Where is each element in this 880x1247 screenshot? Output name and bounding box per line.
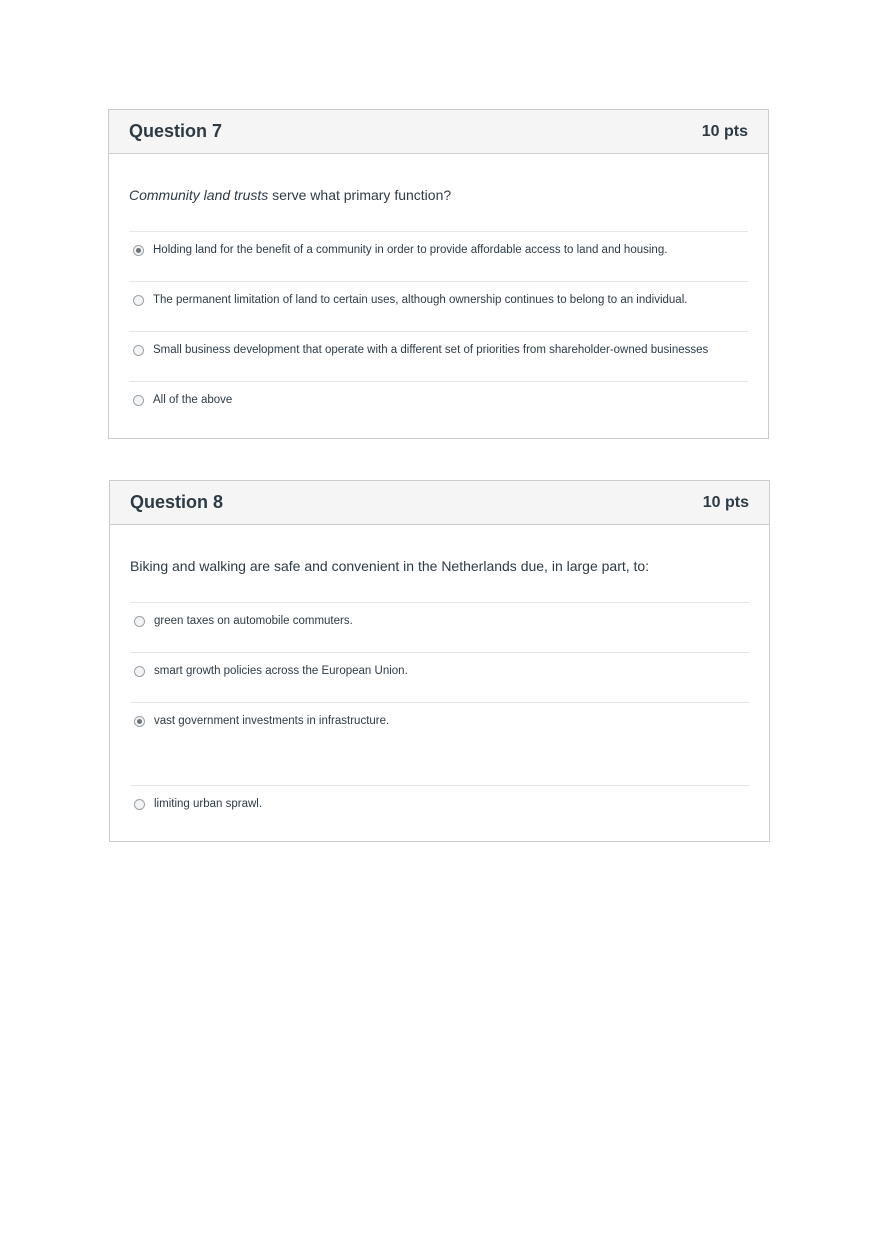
question-title: Question 8 (130, 492, 224, 512)
radio-button[interactable] (133, 345, 144, 356)
answer-list (129, 231, 748, 430)
radio-button[interactable] (134, 666, 145, 677)
radio-button[interactable] (134, 616, 145, 627)
radio-button[interactable] (134, 799, 145, 810)
question-header (110, 481, 769, 525)
radio-button-selected[interactable] (134, 716, 145, 727)
radio-button[interactable] (133, 395, 144, 406)
answer-label: Holding land for the benefit of a community in order to provide affordable access to land and housing. (153, 244, 668, 256)
radio-button[interactable] (133, 295, 144, 306)
answer-option[interactable] (130, 653, 749, 703)
answer-option[interactable] (129, 382, 748, 430)
answer-label: Small business development that operate with a different set of priorities from shareholder-owned businesses (153, 344, 709, 356)
question-prompt (129, 154, 748, 203)
question-header (109, 110, 768, 154)
question-prompt-rest: serve what primary function? (268, 187, 452, 203)
question-points: 10 pts (702, 493, 749, 511)
question-7-card (108, 109, 769, 439)
answer-label: limiting urban sprawl. (154, 798, 263, 810)
question-points: 10 pts (701, 122, 748, 140)
question-title: Question 7 (129, 121, 223, 141)
radio-button-selected[interactable] (133, 245, 144, 256)
question-8-card (109, 480, 770, 842)
answer-option[interactable] (129, 282, 748, 332)
answer-option[interactable] (129, 232, 748, 282)
answer-list (130, 602, 749, 834)
question-prompt-italic: Community land trusts (129, 187, 269, 203)
answer-label: The permanent limitation of land to certain uses, although ownership continues to belong to an individual. (153, 294, 688, 306)
answer-option[interactable] (130, 603, 749, 653)
answer-option[interactable] (130, 786, 749, 834)
answer-label: vast government investments in infrastructure. (154, 715, 390, 727)
answer-option[interactable] (130, 703, 749, 786)
answer-label: smart growth policies across the European Union. (154, 665, 408, 677)
answer-label: All of the above (153, 394, 233, 406)
answer-label: green taxes on automobile commuters. (154, 615, 353, 627)
question-prompt: Biking and walking are safe and convenient in the Netherlands due, in large part, to: (130, 558, 650, 574)
answer-option[interactable] (129, 332, 748, 382)
